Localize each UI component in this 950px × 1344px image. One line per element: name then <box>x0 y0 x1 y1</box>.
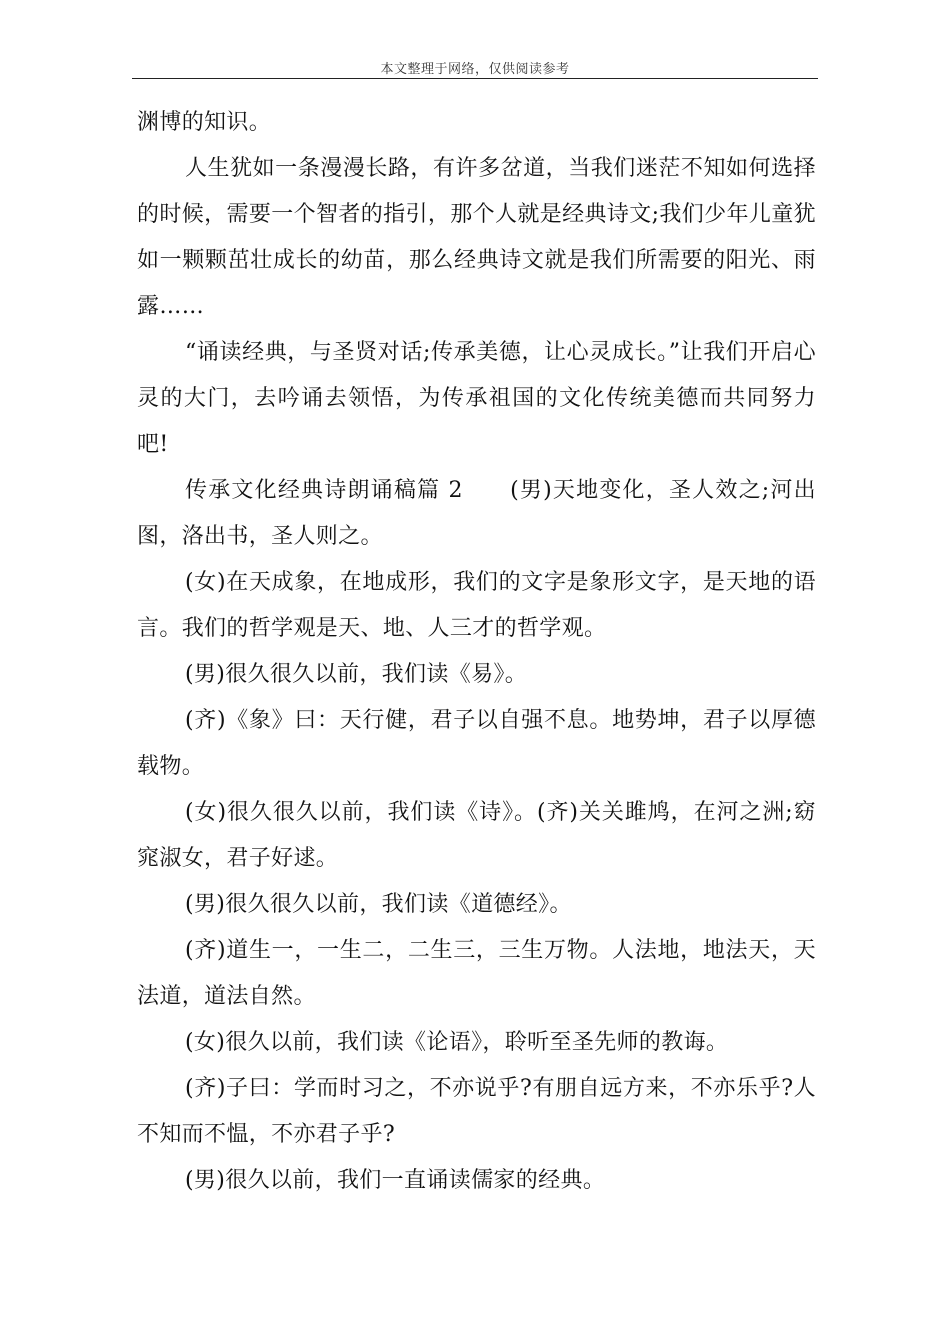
paragraph-10: (齐)道生一，一生二，二生三，三生万物。人法地，地法天，天法道，道法自然。 <box>137 938 816 1009</box>
paragraph-3: “诵读经典，与圣贤对话;传承美德，让心灵成长。”让我们开启心灵的大门，去吟诵去领悟，为传承祖国的文化传统美德而共同努力吧! <box>137 340 816 457</box>
header-text: 本文整理于网络，仅供阅读参考 <box>380 62 570 77</box>
paragraph-5: (女)在天成象，在地成形，我们的文字是象形文字，是天地的语言。我们的哲学观是天、地、人三才的哲学观。 <box>137 570 816 641</box>
paragraph-9: (男)很久很久以前，我们读《道德经》。 <box>185 892 572 917</box>
paragraph-1: 渊博的知识。 <box>137 110 272 135</box>
paragraph-4: 传承文化经典诗朗诵稿篇 2 (男)天地变化，圣人效之;河出图，洛出书，圣人则之。 <box>137 478 816 549</box>
paragraph-7: (齐)《象》曰：天行健，君子以自强不息。地势坤，君子以厚德载物。 <box>137 708 816 779</box>
document-body <box>137 100 816 1204</box>
paragraph-12: (齐)子曰：学而时习之，不亦说乎?有朋自远方来，不亦乐乎?人不知而不愠，不亦君子乎? <box>137 1076 816 1147</box>
paragraph-11: (女)很久以前，我们读《论语》，聆听至圣先师的教诲。 <box>185 1030 729 1055</box>
paragraph-8: (女)很久很久以前，我们读《诗》。(齐)关关雎鸠，在河之洲;窈窕淑女，君子好逑。 <box>137 800 816 871</box>
paragraph-2: 人生犹如一条漫漫长路，有许多岔道，当我们迷茫不知如何选择的时候，需要一个智者的指引，那个人就是经典诗文;我们少年儿童犹如一颗颗茁壮成长的幼苗，那么经典诗文就是我们所需要的阳光、雨露…… <box>137 156 816 319</box>
paragraph-13: (男)很久以前，我们一直诵读儒家的经典。 <box>185 1168 606 1193</box>
paragraph-6: (男)很久很久以前，我们读《易》。 <box>185 662 528 687</box>
page-header <box>132 58 818 79</box>
